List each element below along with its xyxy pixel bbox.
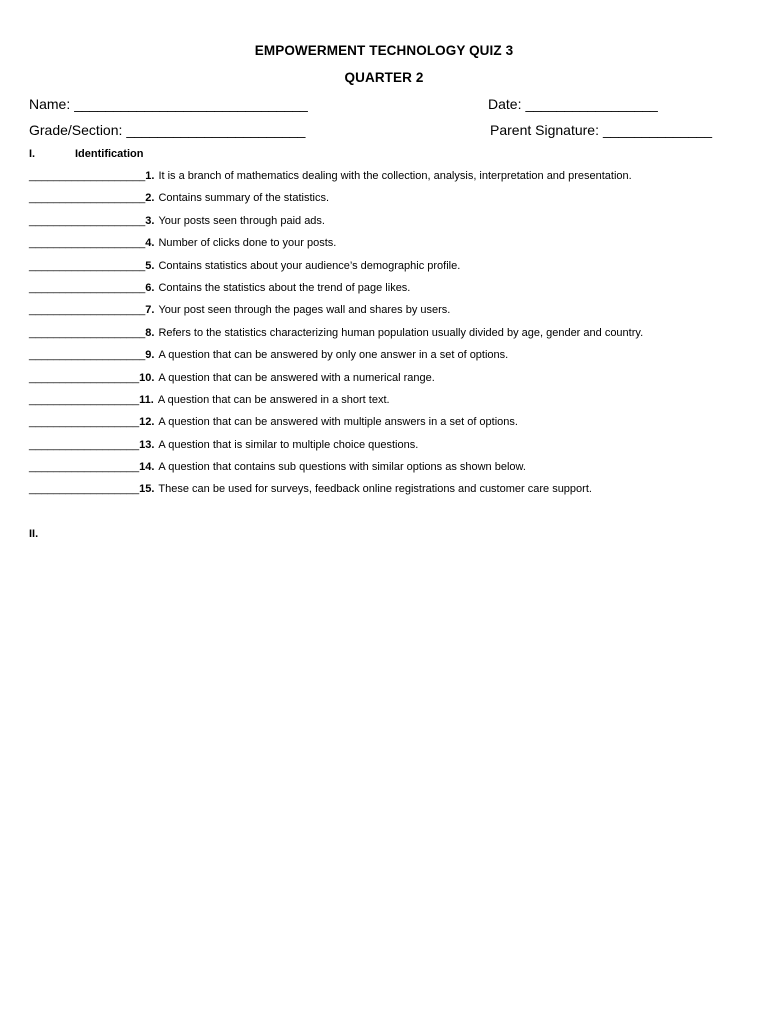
section-title: Identification — [75, 148, 144, 160]
item-number: 8. — [145, 326, 155, 339]
date-field — [488, 96, 658, 112]
list-item — [29, 260, 749, 282]
date-label: Date: — [488, 96, 522, 112]
section-2-heading — [29, 528, 38, 540]
list-item — [29, 416, 749, 438]
item-number: 9. — [145, 349, 155, 362]
item-text: A question that can be answered with a numerical range. — [158, 371, 435, 384]
list-item — [29, 483, 749, 505]
parent-signature-label: Parent Signature: — [490, 122, 599, 138]
answer-blank: ___________________ — [29, 281, 146, 294]
item-text: A question that is similar to multiple choice questions. — [158, 438, 419, 451]
answer-blank: __________________ — [29, 461, 140, 474]
list-item — [29, 282, 749, 304]
answer-blank: ___________________ — [29, 304, 146, 317]
parent-signature-field — [490, 122, 712, 138]
list-item — [29, 327, 749, 349]
list-item — [29, 349, 749, 371]
answer-blank: ___________________ — [29, 237, 146, 250]
item-text: Contains statistics about your audience’s demographic profile. — [158, 259, 461, 272]
list-item — [29, 192, 749, 214]
item-number: 5. — [145, 259, 155, 272]
answer-blank: ___________________ — [29, 192, 146, 205]
item-number: 11. — [139, 393, 154, 406]
answer-blank: ___________________ — [29, 326, 146, 339]
answer-blank: __________________ — [29, 371, 140, 384]
section-numeral: I. — [29, 148, 36, 160]
list-item — [29, 461, 749, 483]
grade-section-label: Grade/Section: — [29, 122, 123, 138]
item-text: A question that contains sub questions with similar options as shown below. — [158, 461, 526, 474]
item-number: 3. — [145, 214, 155, 227]
name-label: Name: — [29, 96, 71, 112]
item-number: 14. — [139, 461, 155, 474]
parent-signature-blank: ______________ — [602, 122, 712, 138]
answer-blank: ___________________ — [29, 349, 146, 362]
list-item — [29, 170, 749, 192]
item-number: 7. — [145, 304, 155, 317]
list-item — [29, 215, 749, 237]
item-number: 4. — [145, 237, 155, 250]
item-text: It is a branch of mathematics dealing with the collection, analysis, interpretation and presentation. — [158, 170, 632, 182]
item-number: 10. — [139, 371, 155, 384]
answer-blank: __________________ — [29, 483, 140, 496]
quiz-subtitle: QUARTER 2 — [344, 70, 424, 85]
answer-blank: __________________ — [29, 438, 140, 451]
answer-blank: ___________________ — [29, 170, 146, 182]
item-text: Contains summary of the statistics. — [158, 192, 329, 205]
item-number: 12. — [139, 416, 155, 429]
name-blank: ______________________________ — [74, 96, 308, 112]
item-text: Your post seen through the pages wall and shares by users. — [158, 304, 451, 317]
item-text: Refers to the statistics characterizing human population usually divided by age, gender and country. — [158, 326, 644, 339]
answer-blank: ___________________ — [29, 214, 146, 227]
identification-list — [29, 170, 749, 506]
item-number: 1. — [145, 170, 155, 182]
answer-blank: __________________ — [29, 416, 140, 429]
list-item — [29, 372, 749, 394]
list-item — [29, 237, 749, 259]
item-text: A question that can be answered in a short text. — [157, 393, 390, 406]
answer-blank: __________________ — [29, 393, 140, 406]
answer-blank: ___________________ — [29, 259, 146, 272]
item-number: 15. — [139, 483, 155, 496]
item-text: Your posts seen through paid ads. — [158, 214, 325, 227]
section-identification-heading — [29, 148, 144, 160]
section-numeral: II. — [29, 528, 39, 540]
item-text: A question that can be answered by only one answer in a set of options. — [158, 349, 509, 362]
item-number: 6. — [145, 281, 155, 294]
quiz-title: EMPOWERMENT TECHNOLOGY QUIZ 3 — [254, 43, 514, 58]
item-text: Contains the statistics about the trend of page likes. — [158, 281, 411, 294]
list-item — [29, 439, 749, 461]
item-text: Number of clicks done to your posts. — [158, 237, 337, 250]
grade-section-field — [29, 122, 305, 138]
grade-section-blank: _______________________ — [126, 122, 306, 138]
item-number: 13. — [139, 438, 155, 451]
date-blank: _________________ — [525, 96, 658, 112]
list-item — [29, 394, 749, 416]
item-text: These can be used for surveys, feedback online registrations and customer care support. — [158, 483, 592, 496]
list-item — [29, 304, 749, 326]
name-field — [29, 96, 308, 112]
item-text: A question that can be answered with multiple answers in a set of options. — [158, 416, 518, 429]
item-number: 2. — [145, 192, 155, 205]
